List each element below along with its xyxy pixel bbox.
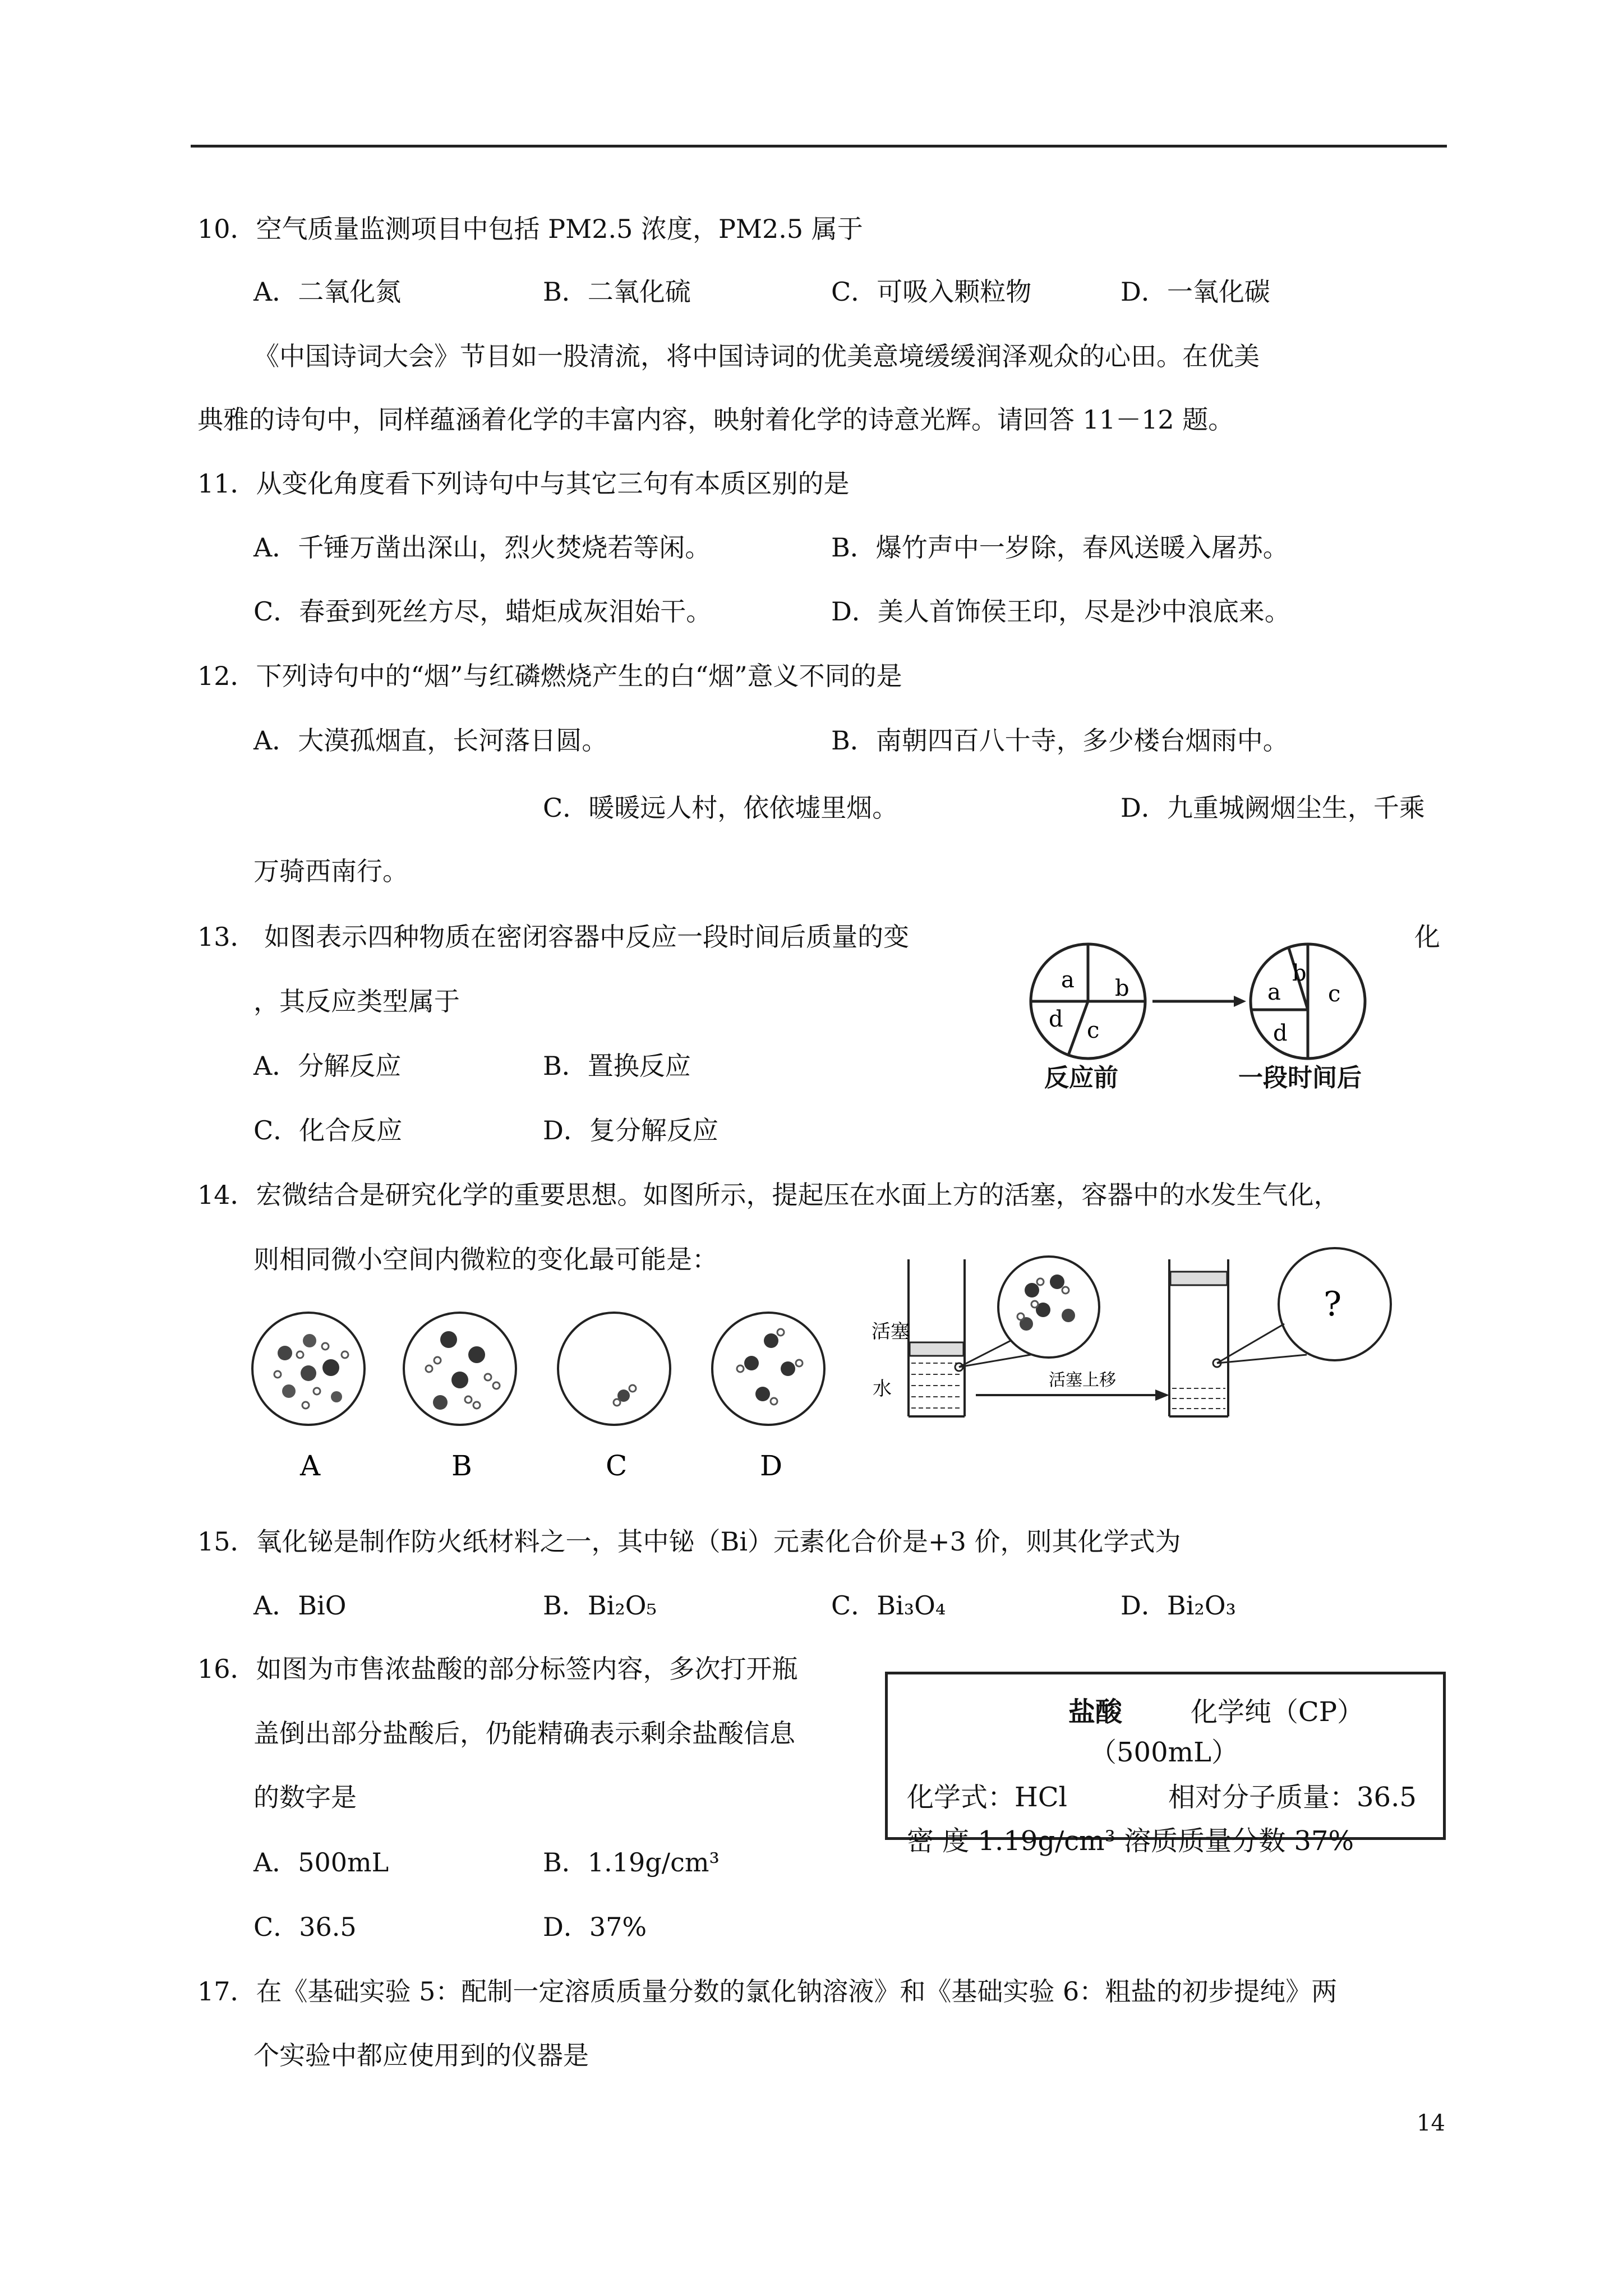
q12-option-c: C．暖暖远人村，依依墟里烟。 [543,793,898,823]
q12-option-a: A．大漠孤烟直，长河落日圆。 [253,725,608,756]
q15-option-b-formula: Bi₂O₅ [587,1590,657,1621]
slice-label-a-after: a [1267,979,1281,1005]
label-grade: 化学纯（CP） [1191,1696,1364,1728]
slice-label-c-after: c [1328,981,1341,1007]
label-cut-line: 密 度 1.19g/cm³ 溶质质量分数 37% [907,1825,1354,1857]
q15-option-a-formula: BiO [298,1590,347,1621]
q15-stem: 15．氧化铋是制作防火纸材料之一，其中铋（Bi）元素化合价是+3 价，则其化学式为 [197,1526,1181,1557]
q14-letter-c: C [606,1450,628,1482]
q16-stem-line3: 的数字是 [253,1782,357,1812]
q10-option-a: A．二氧化氮 [253,277,402,307]
q12-stem: 12．下列诗句中的“烟”与红磷燃烧产生的白“烟”意义不同的是 [197,661,902,691]
question-mark: ? [1324,1285,1342,1324]
arrow-label: 活塞上移 [1049,1370,1116,1390]
q13-option-c: C．化合反应 [253,1115,403,1145]
q15-option-c [831,1589,946,1622]
slice-label-b-before: b [1115,976,1129,1001]
q15-option-d-formula: Bi₂O₃ [1166,1590,1236,1621]
water-label: 水 [873,1378,892,1400]
q14-circle-c [558,1313,670,1425]
q16-stem-line2: 盖倒出部分盐酸后，仍能精确表示剩余盐酸信息 [253,1718,795,1749]
q15-option-a-prefix: A． [253,1590,298,1621]
pie-after-caption: 一段时间后 [1238,1064,1362,1092]
q14-letter-d: D [760,1450,783,1482]
slice-label-d-after: d [1273,1020,1288,1046]
q16-option-d: D．37% [543,1912,647,1942]
q14-piston-figure [864,1248,1453,1473]
container-before [909,1259,965,1416]
q11-stem: 11．从变化角度看下列诗句中与其它三句有本质区别的是 [197,468,850,499]
hcl-bottle-label [885,1672,1446,1857]
q14-options-figure [247,1307,841,1498]
piston-arrow [976,1370,1169,1401]
q11-option-b: B．爆竹声中一岁除，春风送暖入屠苏。 [831,532,1289,563]
q10-stem: 10．空气质量监测项目中包括 PM2.5 浓度，PM2.5 属于 [197,214,863,244]
label-volume: （500mL） [1090,1737,1239,1768]
q15-option-d-prefix: D． [1121,1590,1167,1621]
slice-label-c-before: c [1087,1018,1100,1043]
q14-letter-a: A [300,1450,321,1482]
q14-stem-line2: 则相同微小空间内微粒的变化最可能是： [253,1244,718,1274]
q16-stem-line1: 16．如图为市售浓盐酸的部分标签内容，多次打开瓶 [197,1654,798,1684]
slice-label-b-after: b [1292,960,1307,986]
q14-circle-a [252,1313,365,1425]
pie-before-caption: 反应前 [1044,1064,1118,1092]
q12-option-b: B．南朝四百八十寺，多少楼台烟雨中。 [831,725,1289,756]
q17-stem-line2: 个实验中都应使用到的仪器是 [253,2040,589,2070]
q15-option-c-formula: Bi₃O₄ [877,1590,946,1621]
q14-letter-b: B [451,1450,472,1482]
q13-option-a: A．分解反应 [253,1051,402,1081]
label-molar-mass: 相对分子质量：36.5 [1168,1782,1417,1813]
q16-option-b: B．1.19g/cm³ [543,1847,720,1878]
q17-stem: 17．在《基础实验 5：配制一定溶质质量分数的氯化钠溶液》和《基础实验 6：粗盐的初步提纯》两 [197,1976,1338,2007]
q10-option-d: D．一氧化碳 [1121,277,1270,307]
q13-option-b: B．置换反应 [543,1051,691,1081]
header-rule [191,145,1447,148]
q15-option-c-prefix: C． [831,1590,877,1621]
reaction-arrow [1152,996,1246,1007]
label-name: 盐酸 [1068,1696,1123,1728]
slice-label-a-before: a [1061,967,1075,993]
magnifier-after [1217,1248,1391,1363]
q11-option-d: D．美人首饰侯王印，尽是沙中浪底来。 [831,596,1290,627]
q15-option-b-prefix: B． [543,1590,588,1621]
intro-line-1: 《中国诗词大会》节目如一股清流，将中国诗词的优美意境缓缓润泽观众的心田。在优美 [253,341,1260,371]
label-formula: 化学式：HCl [907,1782,1067,1813]
q13-stem: 13． 如图表示四种物质在密闭容器中反应一段时间后质量的变 [197,922,910,952]
q15-option-d [1121,1589,1236,1622]
piston-label: 活塞 [872,1320,910,1343]
intro-line-2: 典雅的诗句中，同样蕴涵着化学的丰富内容，映射着化学的诗意光辉。请回答 11－12 题。 [197,404,1234,435]
pie-after [1251,944,1365,1059]
container-after [1169,1259,1228,1416]
q13-stem-line2: ，其反应类型属于 [253,986,460,1016]
q10-option-c: C．可吸入颗粒物 [831,277,1032,307]
q16-option-c: C．36.5 [253,1912,357,1942]
pie-before [1031,944,1145,1059]
q10-option-b: B．二氧化硫 [543,277,691,307]
q11-option-c: C．春蚕到死丝方尽，蜡炬成灰泪始干。 [253,596,712,627]
q14-stem: 14．宏微结合是研究化学的重要思想。如图所示，提起压在水面上方的活塞，容器中的水发生气化， [197,1180,1340,1210]
q15-option-a [253,1589,346,1622]
q14-circle-d [712,1313,824,1425]
q11-option-a: A．千锤万凿出深山，烈火焚烧若等闲。 [253,532,711,563]
q14-circle-b [404,1313,516,1425]
q15-option-b [543,1589,657,1622]
page-number: 14 [1417,2110,1445,2136]
slice-label-d-before: d [1049,1006,1063,1032]
q13-stem-tail: 化 [1414,922,1440,952]
magnifier-before [959,1257,1099,1367]
q12-option-d: D．九重城阙烟尘生，千乘 [1121,793,1425,823]
q16-option-a: A．500mL [253,1847,389,1878]
q13-option-d: D．复分解反应 [543,1115,718,1145]
q12-continuation: 万骑西南行。 [253,856,408,886]
